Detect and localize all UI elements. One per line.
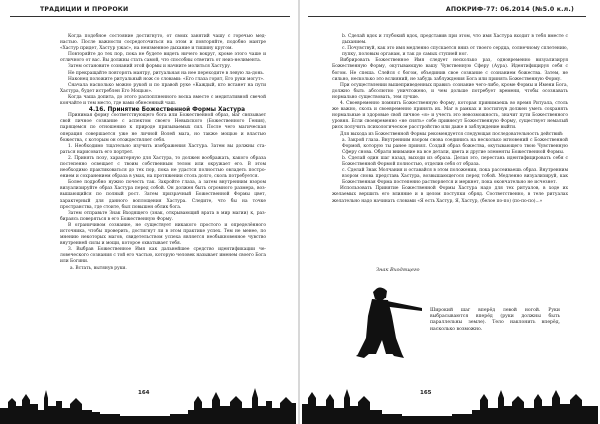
list-item: а. Встать, вытянув руки. [70, 265, 127, 271]
paragraph: При осуществлении вышеприведенных правил: сознание чего-либо, кроме Формы и Имени Бога, должно быть абсолютно уничтожено, и чем дольше потребует времени, чтобы осознавать нормально существовать, тем лучше. [332, 82, 568, 100]
header-rule-left [10, 16, 290, 17]
paragraph: Более подробно нужно почесть так. Закройте глаза, а затем внутренним взором визуализируйте образ Хастура перед собой. Он должен быть огромного размера, воз-вышающийся по полный рост. Затем призрачный Божественной Формы цвет, характерный для данного воплощения Хастура. Следите, что бы на точке пространства, где стоите, был повышен облик бога. [60, 180, 266, 210]
paragraph: В ограничивом сознание, не существует никакого простого и определённого источника, чтобы проверить, достигнут ли в этом практике успех. Тем не менее, по мнению некоторых магов, свидетельством успеха является необыкновенное чувство внутренней силы и мощи, которое охватывает тебя. [60, 222, 266, 247]
page-number-right: 165 [420, 390, 432, 396]
section-heading: 4.16. Принятие Божественной Формы Хастура [88, 107, 246, 114]
running-head-right: АПОКРИФ-77: 06.2014 (№5.0 к.л.) [445, 6, 574, 13]
entering-sign-figure-icon [342, 282, 426, 360]
paragraph: Использовать Принятие Божественной Формы Хастура надо для тех ритуалов, в ходе их желаемых вершить его влияние и в целом поступки обряд. Соответственно, в теле ритуалах желательно надо начинать словами «Я есть Хастур, Я, Хастур, (белое по-по) (по-по-по)...» [332, 186, 568, 204]
paragraph: Когда чаша допита, до этого распоплненного воска вместе с медитативной свечой кончайте и тем место, где вами обнесенный чаш. [60, 94, 266, 107]
list-item: c. Почувствуй, как это имя медленно спускается вниз от твоего сердца, солнечному сплетению, пупку, половым органам, и так до самых ступней ног. [342, 46, 568, 58]
paragraph: Сначала насколько можно рукой и по правой руке «Каждый, кто встанет на пути Хастура, будет истреблен Его Мощью». [60, 82, 266, 94]
paragraph: Для выхода из Божественной Формы рекомендуется следующая последовательность действий: [340, 131, 564, 137]
paragraph: Затем остановите сознаний этой формы и начните молиться Хастуру. [68, 64, 232, 70]
paragraph: Повторяйте до тех пор, пока не будете видеть ничего вокруг, кроме этого чаше и отличного от вас. Вы должны стать самой, что способны ответить от неиз-нелимента. [60, 52, 266, 64]
paragraph: 2. Принять позу, характерную для Хастура, то должен воображать, какого образа постепенно освещает с твоим собственным телом или окружает его. В этом необходимо практиковаться до тех пор, пока не удастся полностью овладеть постро-ением и сохранением образа в умах, на протяжении столь долго, сколь потребуется. [60, 155, 266, 180]
paragraph: Наконец положите ритуальный нож со словами: «Его глаза горят, Его руки могут». [68, 76, 265, 82]
list-item: b. Сделай один шаг назад, выходи из образа. Делая это, перестань идентифицировать себя с Божественной Формой полностью, отделив себя от образа. [342, 155, 568, 167]
paragraph: 1. Необходимо тщательно изучить изображения Хастура. Затем вы должны ста-раться нарисовать его портрет. [60, 143, 266, 155]
paragraph: Не прекращайте повторять мантру, ритуальная на нее переходите в левую ла-донь. [68, 70, 265, 76]
page-number-left: 164 [138, 390, 150, 396]
left-page [0, 0, 296, 424]
paragraph: Принимая форму соответствующего бога или Божественной образ, маг связывает свой личное сознание с аспектом своего Невыхского (Божественного Гения), парящемся по отношению к природе призываемых сил. После чего магическая операция совершается уже не личной Волей мага, но также мощью и властью божества, с которым он отождествляет себя. [60, 113, 266, 143]
right-page-body [332, 34, 568, 205]
left-page-body [60, 34, 266, 272]
paragraph: Затем отправьте Знак Входящего (знак, открывающий врата в мир магии) к, раз-бираясь поверяться в его Божественную Форму. [60, 210, 266, 222]
paragraph: 4. Своевременно помнить Божественную Форму, которая принимаешь во время Ритуала, столь же важно, сколь и своевременно принять их. Маг в рамках и постигнув должен уметь сохранять нормальные и здоровые свой личное «я» и учесть это невозможность, значит пути Божественного уровня. Если своевременно «не снять» собе привнесут Божественную Форму, существует немалый риск получить психологическое расстройство или даже в заблуждение выйти. [332, 101, 568, 131]
city-skyline-footer-right [302, 386, 598, 424]
right-page [302, 0, 598, 424]
book-gutter [298, 0, 300, 424]
paragraph: Вибрировать Божественное Имя следует несколько раз, одновременно визуализируя Божественную Форму, окутывающую вашу Чувственную Сферу (Аура). Идентифицируя себя с богом. Не спеша. Слейся с богом, объединив свое сознание с сознанием божества. Затем, не сильно, несколько это вслияний, не забудь заблуждения Бога или принять Божественную Форму. [332, 58, 568, 82]
running-head-left: ТРАДИЦИИ И ПРОРОКИ [40, 6, 129, 13]
figure-description: Широкий шаг вперёд левой ногой. Руки выбрасываются вперёд (руки должны быть параллельны земле). Тело наклонить вперёд, насколько возможно. [430, 308, 560, 332]
header-rule-right [308, 16, 586, 17]
list-item: b. Сделай вдох и глубокий вдох, представив при этом, что имя Хастура входит в тебя вместе с дыханием. [342, 34, 568, 46]
figure-caption: Знак Входящего [376, 267, 420, 273]
list-item: a. Закрой глаза. Внутренним взором снова соединись на несколько мгновений с Божественной Формой, которую ты ранее принял. Создай образ божества, окутывающего твою Чувственную Сферу снова. Обрати внимание на все детали, цвета и другие элементы Божественной Формы. [342, 137, 568, 155]
list-item: c. Сделай Знак Молчания и оставайся в этом положении, пока рассеиваешь образ. Внутренним взором снова представь Хастура, возвышающегося перед тобой. Медленно визуализируй, как Божественная Форма постепенно растворяется и меркнет, пока окончательно не исчезнет. [342, 168, 568, 186]
paragraph: Когда подобное состояние достигнуто, от своих занятий чашу с горечью мед-настью. После важности сосредоточиться на этом и повторяйте, подобно мантре «Хастур придет, Хастур ужас», на неизменное дыхание и тишину кругом. [60, 34, 266, 52]
paragraph: 3. Выбрав Божественное Имя как дальнейшее средство идентификации че-ловеческого сознания с той его частью, которую человек называет именем своего Бога или Богини. [60, 247, 266, 265]
